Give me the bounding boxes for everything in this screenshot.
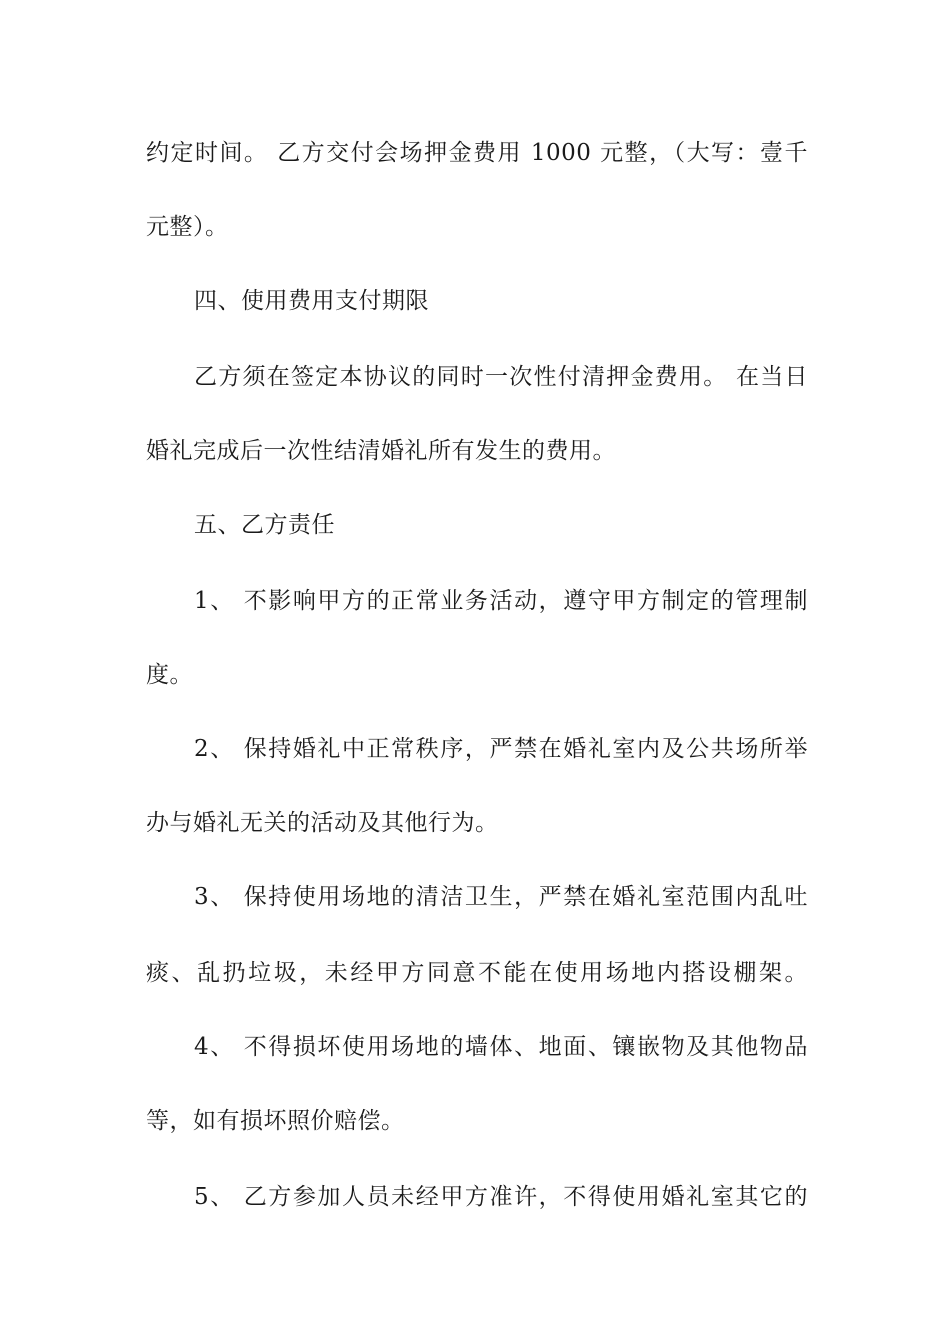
list-item-line: 2、 保持婚礼中正常秩序，严禁在婚礼室内及公共场所举 [194,736,808,762]
body-text-line: 婚礼完成后一次性结清婚礼所有发生的费用。 [146,438,616,464]
list-item-line: 痰、乱扔垃圾，未经甲方同意不能在使用场地内搭设棚架。 [146,960,808,986]
section-heading: 四、使用费用支付期限 [194,288,429,314]
body-text-line: 元整）。 [146,214,229,240]
list-item-line: 办与婚礼无关的活动及其他行为。 [146,810,499,836]
list-item-line: 1、 不影响甲方的正常业务活动，遵守甲方制定的管理制 [194,588,808,614]
body-text-line: 乙方须在签定本协议的同时一次性付清押金费用。 在当日 [194,364,808,390]
list-item-line: 度。 [146,662,193,688]
body-text-line: 约定时间。 乙方交付会场押金费用 1000 元整，（大写：壹千 [146,140,808,166]
section-heading: 五、乙方责任 [194,512,335,538]
list-item-line: 4、 不得损坏使用场地的墙体、地面、镶嵌物及其他物品 [194,1034,808,1060]
list-item-line: 等，如有损坏照价赔偿。 [146,1108,405,1134]
list-item-line: 3、 保持使用场地的清洁卫生，严禁在婚礼室范围内乱吐 [194,884,808,910]
list-item-line: 5、 乙方参加人员未经甲方准许，不得使用婚礼室其它的 [194,1184,808,1210]
